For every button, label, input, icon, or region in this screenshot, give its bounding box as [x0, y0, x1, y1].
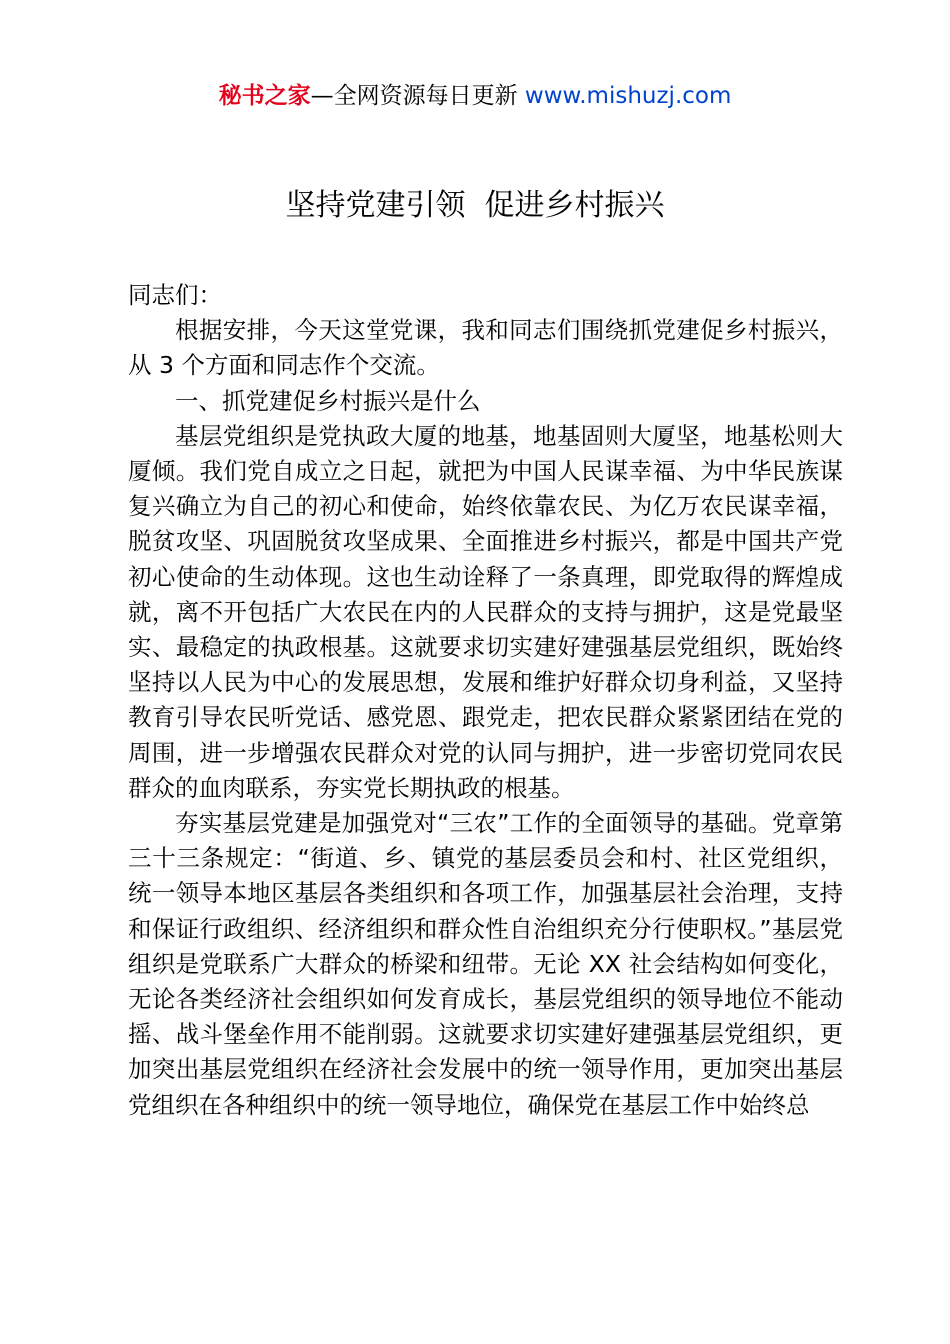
intro-paragraph: 根据安排，今天这堂党课，我和同志们围绕抓党建促乡村振兴，从 3 个方面和同志作个交流。	[128, 316, 843, 380]
body-paragraph: 夯实基层党建是加强党对“三农”工作的全面领导的基础。党章第三十三条规定：“街道、乡、镇党的基层委员会和村、社区党组织，统一领导本地区基层各类组织和各项工作，加强基层社会治理，支持和保证行政组织、经济组织和群众性自治组织充分行使职权。”基层党组织是党联系广大群众的桥梁和纽带。无论 XX 社会结构如何变化，无论各类经济社会组织如何发育成长，基层党组织的领导地位不能动摇、战斗堡垒作用不能削弱。这就要求切实建好建强基层党组织，更加突出基层党组织在经济社会发展中的统一领导作用，更加突出基层党组织在各种组织中的统一领导地位，确保党在基层工作中始终总	[128, 809, 843, 1119]
brand-name: 秘书之家	[218, 83, 311, 109]
site-header	[0, 80, 950, 112]
document-title: 坚持党建引领 促进乡村振兴	[285, 188, 665, 223]
site-url-link[interactable]: www.mishuzj.com	[524, 83, 732, 109]
body-paragraph: 基层党组织是党执政大厦的地基，地基固则大厦坚，地基松则大厦倾。我们党自成立之日起，就把为中国人民谋幸福、为中华民族谋复兴确立为自己的初心和使命，始终依靠农民、为亿万农民谋幸福，脱贫攻坚、巩固脱贫攻坚成果、全面推进乡村振兴，都是中国共产党初心使命的生动体现。这也生动诠释了一条真理，即党取得的辉煌成就，离不开包括广大农民在内的人民群众的支持与拥护，这是党最坚实、最稳定的执政根基。这就要求切实建好建强基层党组织，既始终坚持以人民为中心的发展思想，发展和维护好群众切身利益，又坚持教育引导农民听党话、感党恩、跟党走，把农民群众紧紧团结在党的周围，进一步增强农民群众对党的认同与拥护，进一步密切党同农民群众的血肉联系，夯实党长期执政的根基。	[128, 421, 843, 802]
header-tagline: —全网资源每日更新	[310, 83, 525, 109]
section-heading-1: 一、抓党建促乡村振兴是什么	[175, 386, 481, 415]
document-body	[128, 278, 843, 1123]
salutation: 同志们：	[128, 281, 222, 309]
